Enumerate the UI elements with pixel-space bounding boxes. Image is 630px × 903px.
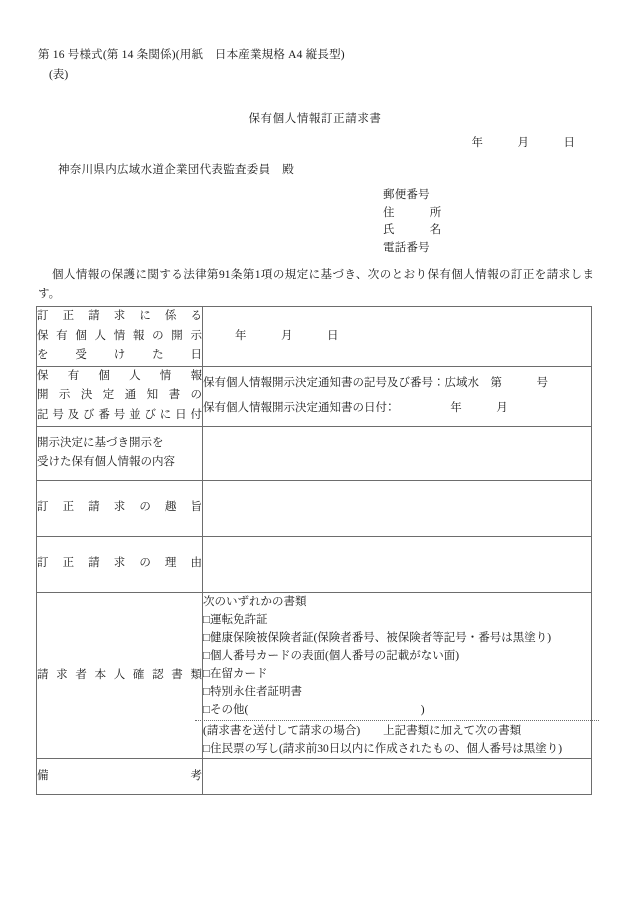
label-line: 訂正請求に係る: [37, 310, 202, 322]
field-purport[interactable]: [203, 480, 592, 536]
disclosure-date-value: 年 月 日: [235, 329, 339, 342]
form-side-label: (表): [49, 69, 69, 81]
document-title: 保有個人情報訂正請求書: [248, 113, 382, 125]
label-line: 保有個人情報: [37, 369, 202, 382]
label-line: 保有個人情報の開示: [37, 329, 202, 342]
field-reason[interactable]: [203, 536, 592, 592]
name-label: 氏 名: [383, 224, 442, 236]
field-identity-documents: [203, 592, 592, 759]
checkbox-health-insurance-card[interactable]: □健康保険被保険者証(保険者番号、被保険者等記号・番号は黒塗り): [203, 631, 552, 644]
field-remarks[interactable]: [203, 759, 592, 795]
dotted-divider: [195, 720, 599, 721]
checkbox-drivers-license[interactable]: □運転免許証: [203, 613, 268, 626]
notice-date-line: 保有個人情報開示決定通知書の日付： 年 月: [203, 402, 508, 414]
checkbox-special-permanent-resident-certificate[interactable]: □特別永住者証明書: [203, 685, 302, 698]
table-row-reason: [37, 536, 592, 592]
form-number: 第 16 号様式(第 14 条関係)(用紙 日本産業規格 A4 縦長型): [38, 49, 345, 61]
field-disclosed-content[interactable]: [203, 426, 592, 480]
table-row-purport: [37, 480, 592, 536]
label-remarks: [37, 759, 203, 795]
identity-docs-intro: 次のいずれかの書類: [203, 595, 307, 608]
table-row-disclosure-date: [37, 307, 592, 367]
applicant-info-block: [383, 187, 442, 257]
field-disclosure-date[interactable]: [203, 307, 592, 367]
checkbox-other[interactable]: □その他( ): [203, 704, 425, 717]
label-line: 記号及び番号並びに日付: [37, 408, 202, 421]
label-identity-documents: [37, 592, 203, 759]
table-row-notice-number: [37, 366, 592, 426]
addressee-line: 神奈川県内広域水道企業団代表監査委員 殿: [58, 164, 294, 176]
table-row-remarks: [37, 759, 592, 795]
phone-label: 電話番号: [383, 241, 430, 254]
submission-date-line: 年 月 日: [471, 137, 575, 149]
label-line: 備考: [37, 770, 202, 783]
intro-paragraph: 個人情報の保護に関する法律第91条第1項の規定に基づき、次のとおり保有個人情報の訂正を請求します。: [38, 269, 594, 300]
field-notice-number[interactable]: [203, 366, 592, 426]
table-row-disclosed-content: [37, 426, 592, 480]
label-line: 請求者本人確認書類: [37, 668, 202, 681]
label-line: 開示決定通知書の: [37, 389, 202, 402]
label-notice-number: [37, 366, 203, 426]
label-line: 訂正請求の趣旨: [37, 501, 202, 514]
label-disclosed-content: [37, 426, 203, 480]
label-line: 訂正請求の理由: [37, 557, 202, 570]
checkbox-residence-card[interactable]: □在留カード: [203, 667, 268, 680]
mail-request-note: (請求書を送付して請求の場合) 上記書類に加えて次の書類: [203, 725, 522, 738]
request-form-table: [36, 306, 592, 795]
address-label: 住 所: [383, 206, 442, 219]
table-row-identity-documents: [37, 592, 592, 759]
label-purport: [37, 480, 203, 536]
postal-code-label: 郵便番号: [383, 189, 430, 201]
label-reason: [37, 536, 203, 592]
notice-number-line: 保有個人情報開示決定通知書の記号及び番号：広域水 第 号: [203, 376, 548, 389]
label-line: を受けた日: [37, 349, 202, 361]
checkbox-residence-certificate-copy[interactable]: □住民票の写し(請求前30日以内に作成されたもの、個人番号は黒塗り): [203, 743, 563, 756]
checkbox-my-number-card-front[interactable]: □個人番号カードの表面(個人番号の記載がない面): [203, 649, 460, 662]
label-disclosure-date: [37, 307, 203, 367]
label-line: 受けた保有個人情報の内容: [37, 456, 175, 468]
label-line: 開示決定に基づき開示を: [37, 436, 164, 449]
